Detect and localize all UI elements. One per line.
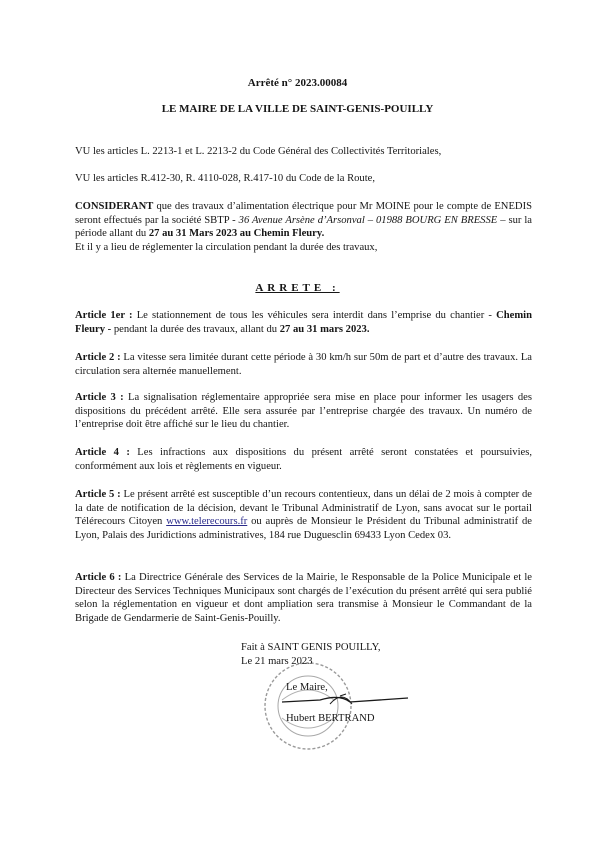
signature-place: Fait à SAINT GENIS POUILLY, <box>241 642 381 653</box>
considerant-paragraph <box>75 200 532 241</box>
telerecours-link[interactable]: www.telerecours.fr <box>166 516 248 528</box>
article-6-label: Article 6 : <box>75 572 122 583</box>
considerant-address: 36 Avenue Arsène d’Arsonval – 01988 BOURG EN BRESSE <box>238 214 498 226</box>
article-2 <box>75 351 532 378</box>
arrete-heading: ARRETE : <box>255 282 340 294</box>
article-6-text: La Directrice Générale des Services de la Mairie, le Responsable de la Police Municipale et le Directeur des Services Techniques Municipaux sont chargés de l’exécution du présent arrêté qui sera publié selon la réglementation en vigueur et dont ampliation sera transmise à Monsieur le Commandant de la Brigade de Gendarmerie de Saint-Genis-Pouilly. <box>75 572 533 625</box>
article-6 <box>75 571 532 626</box>
article-1-dates: 27 au 31 mars 2023. <box>279 323 370 335</box>
article-1 <box>75 309 532 336</box>
signature-name: Hubert BERTRAND <box>286 713 375 724</box>
article-1-label: Article 1er : <box>75 310 133 321</box>
signature-block <box>241 641 421 668</box>
considerant-text-2: – sur la période allant du <box>75 214 532 240</box>
article-4-label: Article 4 : <box>75 447 130 458</box>
maire-title: LE MAIRE DE LA VILLE DE SAINT-GENIS-POUILLY <box>161 103 434 115</box>
signature-role: Le Maire, <box>286 682 328 693</box>
considerant-dates: 27 au 31 Mars 2023 au Chemin Fleury. <box>148 228 325 240</box>
arrete-number: Arrêté n° 2023.00084 <box>247 77 348 89</box>
article-1-text-2: pendant la durée des travaux, allant du <box>111 323 280 335</box>
article-4 <box>75 446 532 473</box>
article-1-text-1: Le stationnement de tous les véhicules sera interdit dans l’emprise du chantier - <box>132 310 497 321</box>
considerant-label: CONSIDERANT <box>75 201 154 212</box>
signature-date: Le 21 mars 2023 <box>241 655 313 667</box>
article-3-text: La signalisation réglementaire appropriée sera mise en place pour informer les usagers des dispositions du précédent arrêté. Elle sera assurée par l’entreprise chargée des travaux. Un numéro de l’entreprise doit être affiché sur le lieu du chantier. <box>75 392 533 431</box>
article-3-label: Article 3 : <box>75 392 124 403</box>
article-2-label: Article 2 : <box>75 352 121 363</box>
article-2-text: La vitesse sera limitée durant cette période à 30 km/h sur 50m de part et d’autre des travaux. La circulation sera alternée manuellement. <box>75 352 533 377</box>
article-5-label: Article 5 : <box>75 489 121 500</box>
vu-line-1: VU les articles L. 2213-1 et L. 2213-2 du Code Général des Collectivités Territoriales, <box>75 146 442 157</box>
considerant-line-2: Et il y a lieu de réglementer la circulation pendant la durée des travaux, <box>75 242 378 253</box>
vu-line-2: VU les articles R.412-30, R. 4110-028, R.417-10 du Code de la Route, <box>75 173 376 184</box>
considerant-text-1: que des travaux d’alimentation électrique pour Mr MOINE pour le compte de ENEDIS seront effectués par la société SBTP - <box>75 201 532 226</box>
article-4-text: Les infractions aux dispositions du présent arrêté seront constatées et poursuivies, conformément aux lois et règlements en vigueur. <box>75 447 533 472</box>
article-5 <box>75 488 532 543</box>
article-1-place: Chemin Fleury - <box>75 310 532 335</box>
article-5-text-2: ou auprès de Monsieur le Président du Tribunal administratif de Lyon, Palais des Juridictions administratives, 184 rue Duguesclin 69433 Lyon Cedex 03. <box>75 516 533 542</box>
article-3 <box>75 391 532 432</box>
article-5-text-1: Le présent arrêté est susceptible d’un recours contentieux, dans un délai de 2 mois à compter de la date de notification de la décision, devant le Tribunal Administratif de Lyon, sans avocat sur le portail Télérecours Citoyen <box>75 489 532 528</box>
